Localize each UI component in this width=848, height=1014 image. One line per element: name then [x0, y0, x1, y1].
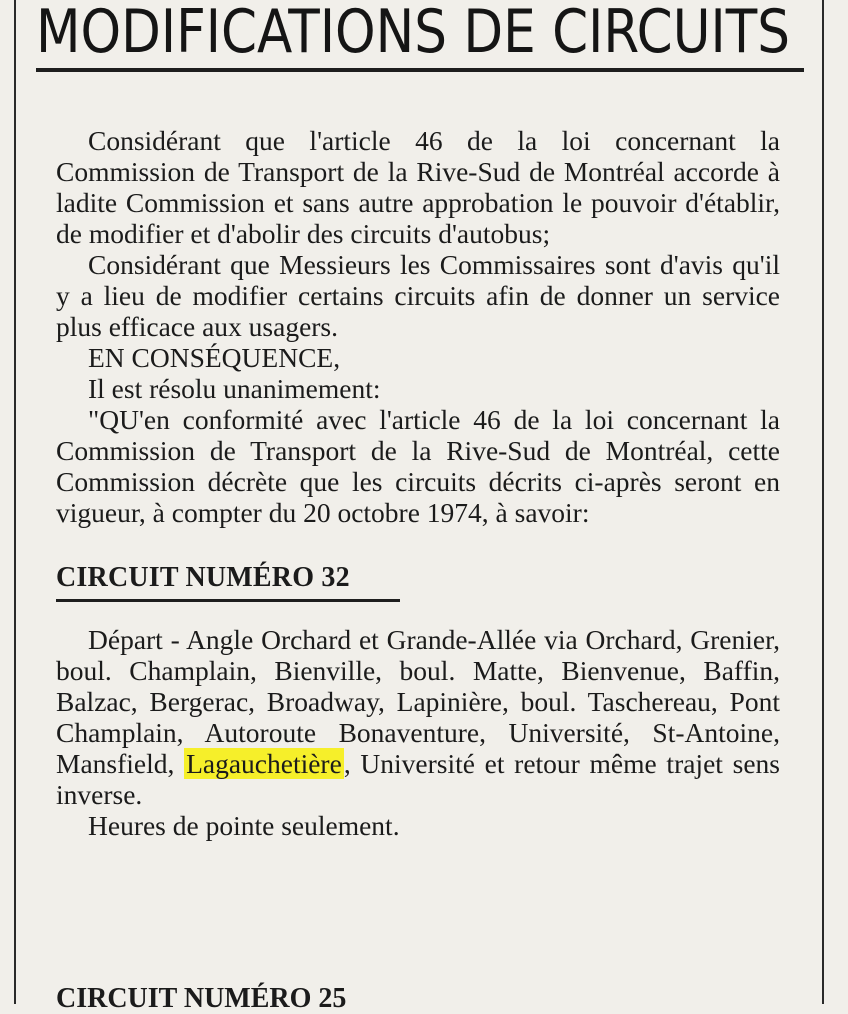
preamble-paragraph-1: Considérant que l'article 46 de la loi concernant la Commission de Transport de la Rive-Sud de Montréal accorde à ladite Commission et sans autre approbation le pouvoir d'établir, de modifier et d'abolir des circuits d'autobus;: [56, 125, 780, 249]
column-right-border: [822, 0, 824, 1004]
route-text-end: , Université et retour même trajet sens inverse.: [56, 748, 780, 810]
article-body: [56, 125, 780, 841]
consequence-line: EN CONSÉQUENCE,: [88, 342, 341, 373]
circuit-25-heading: CIRCUIT NUMÉRO 25: [56, 983, 347, 1014]
section-gap: [56, 528, 780, 562]
circuit-32-route: [56, 624, 780, 810]
circuit-32-note: Heures de pointe seulement.: [88, 810, 400, 841]
headline: MODIFICATIONS DE CIRCUITS: [36, 0, 790, 67]
headline-rule: [36, 68, 804, 72]
route-text-start: Départ - Angle Orchard et Grande-Allée via Orchard, Grenier, boul. Champlain, Bienville, boul. Matte, Bienvenue, Baffin, Balzac, Bergerac, Broadway, Lapinière, boul. Taschereau, Pont Champlain, Autoroute Bonaventure, Université, St-Antoine, Mansfield,: [56, 624, 780, 779]
preamble-paragraph-2: Considérant que Messieurs les Commissaires sont d'avis qu'il y a lieu de modifier certains circuits afin de donner un service plus efficace aux usagers.: [56, 249, 780, 342]
section-gap: [56, 602, 780, 624]
circuit-32-heading: CIRCUIT NUMÉRO 32: [56, 562, 350, 593]
page-left-border: [14, 0, 16, 1004]
decree-paragraph: "QU'en conformité avec l'article 46 de la loi concernant la Commission de Transport de la Rive-Sud de Montréal, cette Commission décrète que les circuits décrits ci-après seront en vigueur, à compter du 20 octobre 1974, à savoir:: [56, 404, 780, 528]
resolution-line: Il est résolu unanimement:: [88, 373, 381, 404]
highlighted-street: Lagauchetière: [186, 748, 342, 779]
